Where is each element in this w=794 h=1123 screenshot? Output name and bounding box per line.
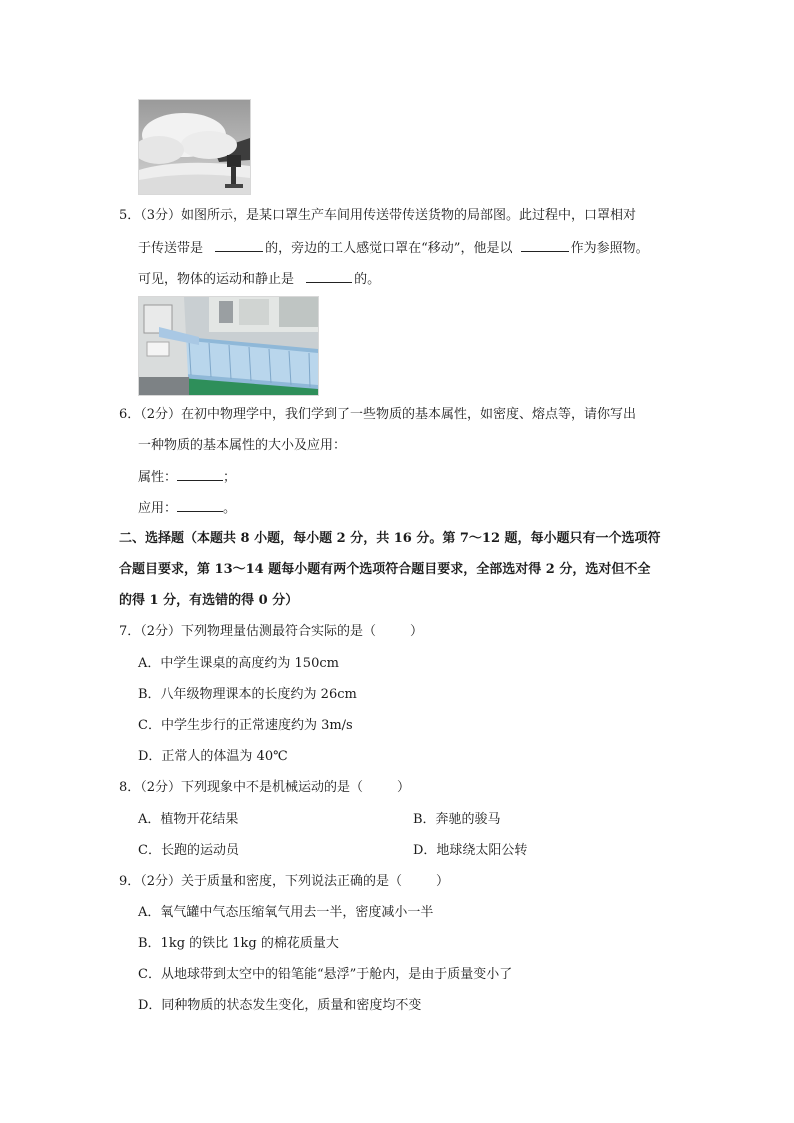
q7-option-c: C．中学生步行的正常速度约为 3m/s [138, 718, 353, 733]
q6-application-label: 应用： [138, 501, 178, 516]
q5-line3-part2: 的。 [354, 272, 381, 287]
q5-line3 [138, 270, 380, 289]
q5-line2 [138, 239, 649, 258]
q7-stem-text: 7．（2分）下列物理量估测最符合实际的是（ [119, 624, 377, 639]
q6-attribute-label: 属性： [138, 470, 178, 485]
q9-option-b: B．1kg 的铁比 1kg 的棉花质量大 [138, 936, 339, 951]
q5-line2-part3: 作为参照物。 [570, 241, 649, 256]
q8-option-d: D．地球绕太阳公转 [413, 843, 528, 858]
q8-stem-close: ） [397, 780, 411, 795]
q5-answer-blank-3[interactable] [306, 270, 352, 283]
q6-attribute-blank[interactable] [177, 468, 223, 481]
q5-answer-blank-2[interactable] [521, 239, 569, 252]
q6-line1: 6．（2分）在初中物理学中，我们学到了一些物质的基本属性，如密度、熔点等，请你写出 [119, 407, 637, 422]
q9-stem [119, 873, 449, 891]
q6-application-blank[interactable] [177, 499, 223, 512]
q9-stem-text: 9．（2分）关于质量和密度，下列说法正确的是（ [119, 874, 403, 889]
q8-stem [119, 779, 410, 797]
q7-stem [119, 623, 423, 641]
q7-stem-close: ） [410, 624, 424, 639]
section2-heading-line2: 合题目要求，第 13～14 题每小题有两个选项符合题目要求，全部选对得 2 分，选对但不全 [119, 562, 651, 577]
snow-cannon-photo [138, 99, 251, 195]
q5-line2-part1: 于传送带是 [138, 241, 204, 256]
q5-answer-blank-1[interactable] [215, 239, 263, 252]
q5-line1: 5．（3分）如图所示，是某口罩生产车间用传送带传送货物的局部图。此过程中，口罩相对 [119, 208, 637, 223]
section2-heading-line1: 二、选择题（本题共 8 小题，每小题 2 分，共 16 分。第 7～12 题，每小题只有一个选项符 [119, 531, 661, 546]
q6-application-end: 。 [223, 501, 237, 516]
q5-line3-part1: 可见，物体的运动和静止是 [138, 272, 295, 287]
q8-option-a: A．植物开花结果 [138, 812, 239, 827]
q8-stem-text: 8．（2分）下列现象中不是机械运动的是（ [119, 780, 364, 795]
q7-option-a: A．中学生课桌的高度约为 150cm [138, 656, 339, 671]
q9-stem-close: ） [436, 874, 450, 889]
q6-attribute-line [138, 468, 236, 487]
q5-line2-part2: 的，旁边的工人感觉口罩在“移动”，他是以 [265, 241, 513, 256]
q8-option-b: B．奔驰的骏马 [413, 812, 501, 827]
q6-line2: 一种物质的基本属性的大小及应用： [138, 438, 347, 453]
q9-option-c: C．从地球带到太空中的铅笔能“悬浮”于舱内，是由于质量变小了 [138, 967, 513, 982]
q9-option-d: D．同种物质的状态发生变化，质量和密度均不变 [138, 998, 422, 1013]
conveyor-belt-photo [138, 296, 319, 396]
q6-application-line [138, 499, 236, 518]
q9-option-a: A．氧气罐中气态压缩氧气用去一半，密度减小一半 [138, 905, 434, 920]
q8-option-c: C．长跑的运动员 [138, 843, 239, 858]
q7-option-b: B．八年级物理课本的长度约为 26cm [138, 687, 357, 702]
section2-heading-line3: 的得 1 分，有选错的得 0 分） [119, 593, 299, 608]
q6-attribute-end: ； [223, 470, 237, 485]
q7-option-d: D．正常人的体温为 40℃ [138, 749, 288, 764]
